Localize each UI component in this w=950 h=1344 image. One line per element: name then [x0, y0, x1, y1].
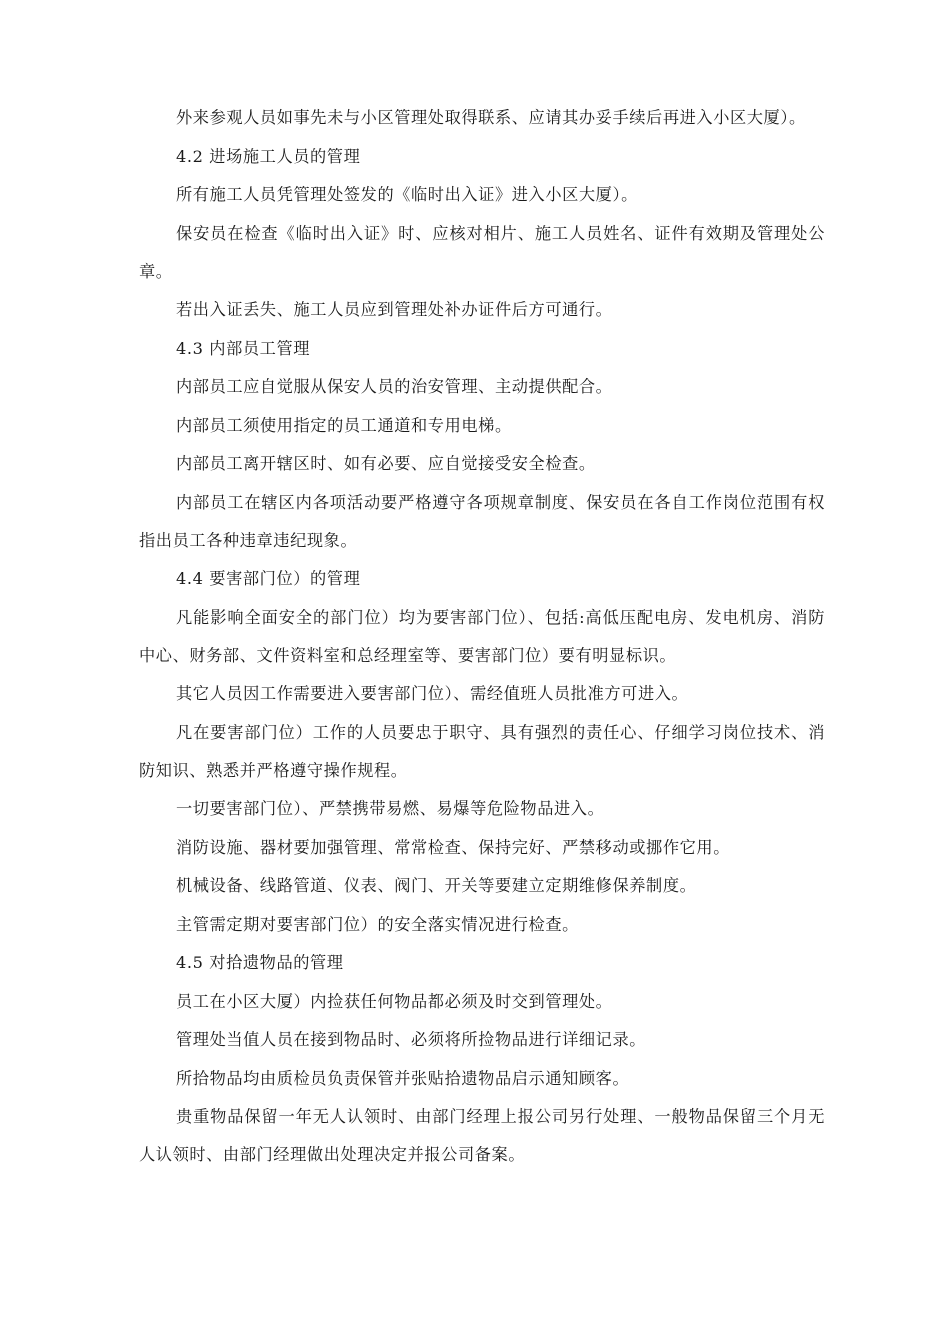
paragraph: 管理处当值人员在接到物品时、必须将所捡物品进行详细记录。: [176, 1030, 647, 1049]
paragraph: 所有施工人员凭管理处签发的《临时出入证》进入小区大厦）。: [176, 185, 638, 204]
paragraph: 保安员在检查《临时出入证》时、应核对相片、施工人员姓名、证件有效期及管理处公章。: [139, 223, 825, 281]
paragraph: 内部员工应自觉服从保安人员的治安管理、主动提供配合。: [176, 377, 613, 396]
paragraph: 所拾物品均由质检员负责保管并张贴拾遗物品启示通知顾客。: [176, 1068, 630, 1088]
paragraph: 凡能影响全面安全的部门位）均为要害部门位）、包括:高低压配电房、发电机房、消防中心、财务部、文件资料室和总经理室等、要害部门位）要有明显标识。: [139, 607, 825, 665]
section-heading-4-4: 4.4 要害部门位）的管理: [176, 569, 361, 588]
paragraph: 贵重物品保留一年无人认领时、由部门经理上报公司另行处理、一般物品保留三个月无人认领时、由部门经理做出处理决定并报公司备案。: [139, 1107, 825, 1164]
paragraph: 若出入证丢失、施工人员应到管理处补办证件后方可通行。: [176, 300, 613, 319]
paragraph: 内部员工须使用指定的员工通道和专用电梯。: [176, 415, 512, 435]
paragraph: 机械设备、线路管道、仪表、阀门、开关等要建立定期维修保养制度。: [176, 876, 697, 895]
paragraph: 员工在小区大厦）内捡获任何物品都必须及时交到管理处。: [176, 991, 613, 1011]
paragraph: 主管需定期对要害部门位）的安全落实情况进行检查。: [176, 914, 579, 934]
paragraph: 凡在要害部门位）工作的人员要忠于职守、具有强烈的责任心、仔细学习岗位技术、消防知识、熟悉并严格遵守操作规程。: [139, 722, 825, 780]
section-heading-4-3: 4.3 内部员工管理: [176, 338, 311, 358]
paragraph: 消防设施、器材要加强管理、常常检查、保持完好、严禁移动或挪作它用。: [176, 837, 730, 857]
section-heading-4-2: 4.2 进场施工人员的管理: [176, 146, 361, 166]
section-heading-4-5: 4.5 对拾遗物品的管理: [176, 953, 344, 972]
paragraph: 内部员工离开辖区时、如有必要、应自觉接受安全检查。: [176, 454, 596, 473]
paragraph: 其它人员因工作需要进入要害部门位）、需经值班人员批准方可进入。: [176, 684, 689, 703]
paragraph: 一切要害部门位）、严禁携带易燃、易爆等危险物品进入。: [176, 799, 605, 818]
document-body: [139, 106, 825, 1182]
paragraph: 内部员工在辖区内各项活动要严格遵守各项规章制度、保安员在各自工作岗位范围有权指出员工各种违章违纪现象。: [139, 492, 825, 550]
paragraph-visitors: 外来参观人员如事先未与小区管理处取得联系、应请其办妥手续后再进入小区大厦）。: [176, 108, 806, 127]
